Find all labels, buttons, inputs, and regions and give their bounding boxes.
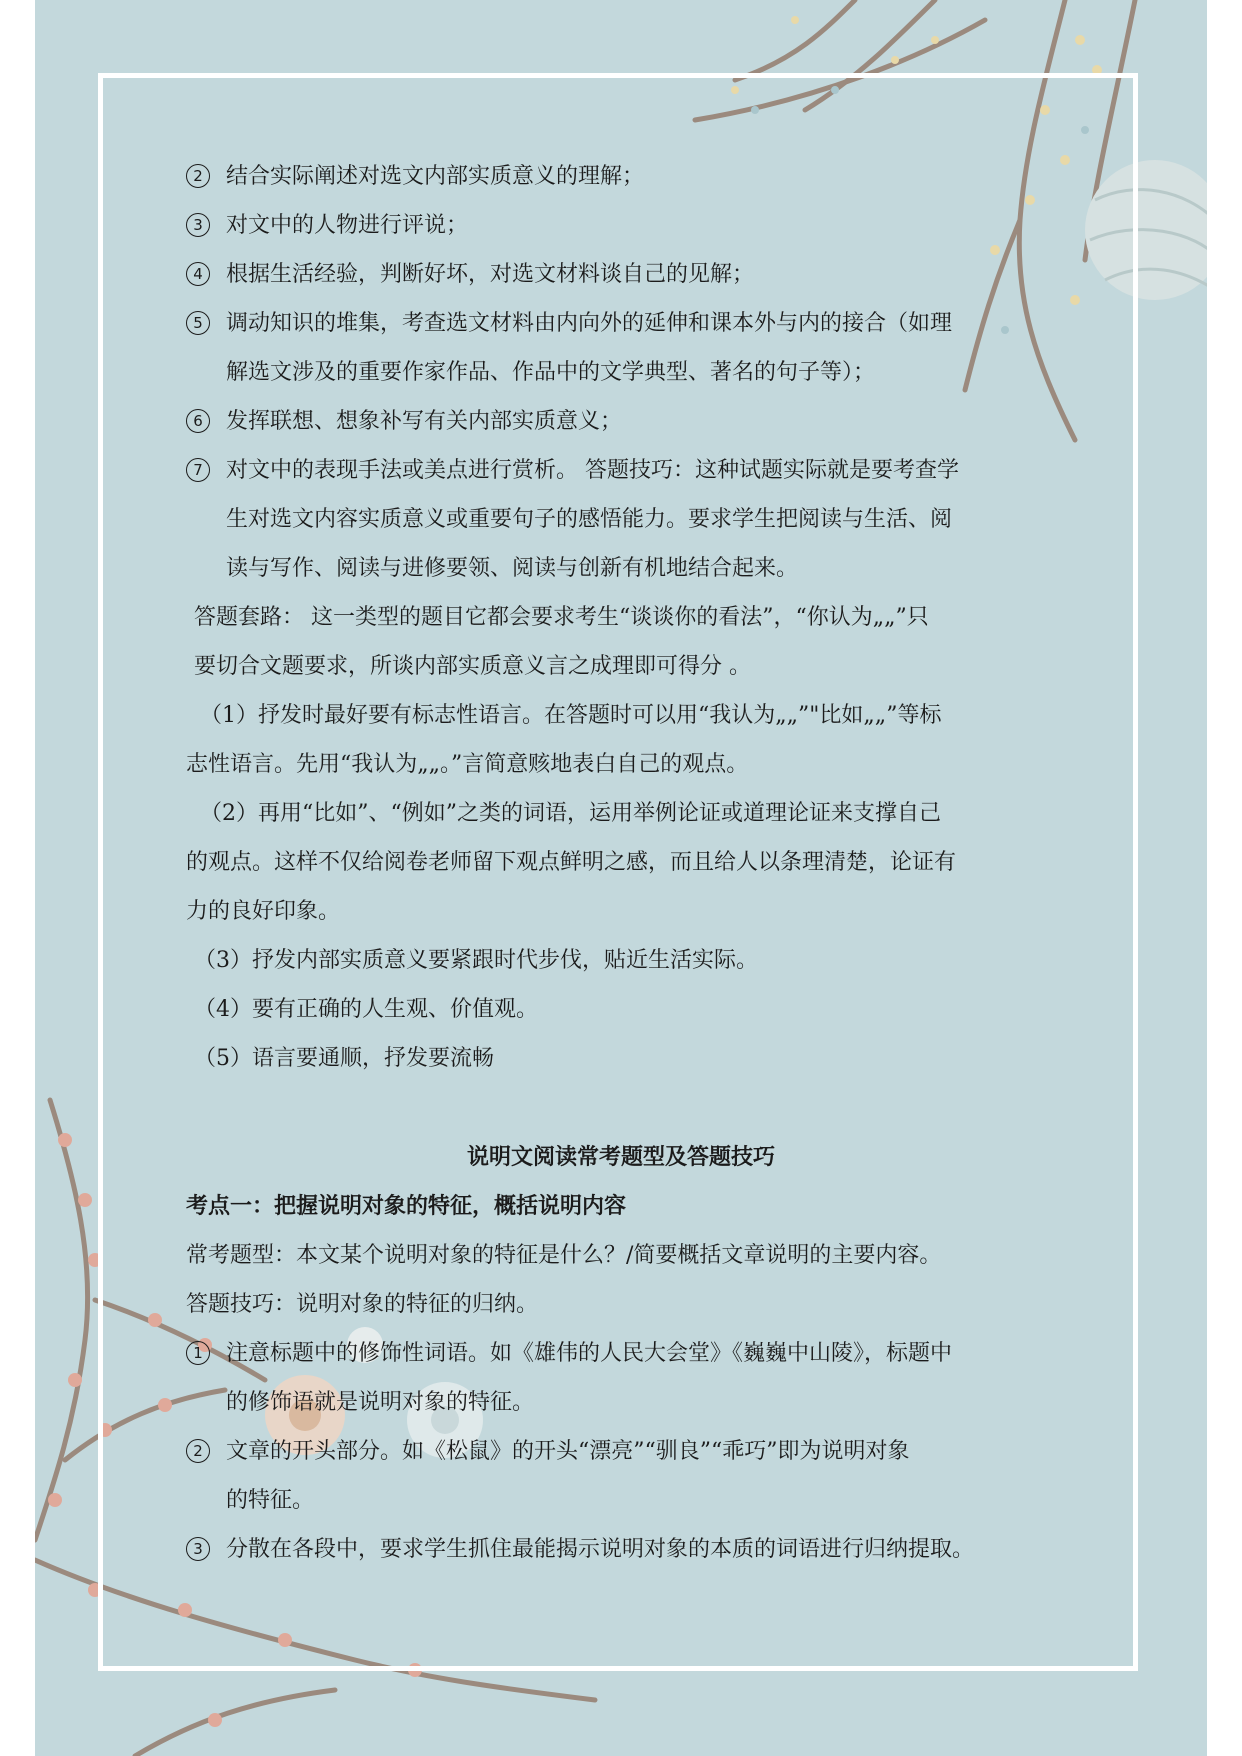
list-item-line: 的修饰语就是说明对象的特征。 [226,1390,535,1415]
document-body [186,152,1056,1574]
list-item [186,152,1056,201]
circled-number: 3 [186,1537,210,1561]
circled-number: 6 [186,409,210,433]
circled-number: 2 [186,1439,210,1463]
tip-line: 的观点。这样不仅给阅卷老师留下观点鲜明之感，而且给人以条理清楚，论证有 [186,850,957,875]
circled-number: 2 [186,164,210,188]
circled-number: 1 [186,1341,210,1365]
list-item [186,250,1056,299]
routine-line: 要切合文题要求，所谈内部实质意义言之成理即可得分 。 [194,654,751,679]
list-item-line: 结合实际阐述对选文内部实质意义的理解； [226,164,645,189]
list-item [186,1427,1056,1525]
list-item-line: 文章的开头部分。如《松鼠》的开头“漂亮”“驯良”“乖巧”即为说明对象 [226,1439,910,1464]
list-item [186,1329,1056,1427]
tip-line: 力的良好印象。 [186,899,341,924]
circled-number: 5 [186,311,210,335]
list-item-line: 读与写作、阅读与进修要领、阅读与创新有机地结合起来。 [226,556,799,581]
answer-types-list [186,152,1056,593]
answer-technique: 答题技巧：说明对象的特征的归纳。 [186,1292,539,1317]
list-item [186,1525,1056,1574]
tip-5: （5）语言要通顺，抒发要流畅 [194,1046,494,1071]
list-item [186,201,1056,250]
common-question-type: 常考题型：本文某个说明对象的特征是什么？/简要概括文章说明的主要内容。 [186,1243,942,1268]
circled-number: 3 [186,213,210,237]
tip-2 [186,789,1056,936]
tip-line: 志性语言。先用“我认为„„。”言简意赅地表白自己的观点。 [186,752,749,777]
list-item-line: 对文中的人物进行评说； [226,213,469,238]
answer-routine [186,593,1056,691]
tip-1 [186,691,1056,789]
tip-3: （3）抒发内部实质意义要紧跟时代步伐，贴近生活实际。 [194,948,758,973]
list-item [186,299,1056,397]
tip-4: （4）要有正确的人生观、价值观。 [194,997,538,1022]
list-item-line: 解选文涉及的重要作家作品、作品中的文学典型、著名的句子等）； [226,360,876,385]
section-title: 说明文阅读常考题型及答题技巧 [466,1144,775,1170]
list-item [186,397,1056,446]
list-item-line: 发挥联想、想象补写有关内部实质意义； [226,409,623,434]
list-item-line: 对文中的表现手法或美点进行赏析。 答题技巧：这种试题实际就是要考查学 [226,458,959,483]
circled-number: 4 [186,262,210,286]
list-item-line: 的特征。 [226,1488,315,1513]
list-item-line: 根据生活经验，判断好坏，对选文材料谈自己的见解； [226,262,755,287]
routine-line: 答题套路： 这一类型的题目它都会要求考生“谈谈你的看法”，“你认为„„”只 [194,605,929,630]
feature-sources-list [186,1329,1056,1574]
point-title: 考点一：把握说明对象的特征，概括说明内容 [186,1193,627,1219]
list-item [186,446,1056,593]
list-item-line: 调动知识的堆集，考查选文材料由内向外的延伸和课本外与内的接合（如理 [226,311,953,336]
tip-line: （1）抒发时最好要有标志性语言。在答题时可以用“我认为„„”"比如„„”等标 [200,703,942,728]
list-item-line: 注意标题中的修饰性词语。如《雄伟的人民大会堂》《巍巍中山陵》，标题中 [226,1341,953,1366]
circled-number: 7 [186,458,210,482]
tip-line: （2）再用“比如”、“例如”之类的词语，运用举例论证或道理论证来支撑自己 [200,801,941,826]
list-item-line: 生对选文内容实质意义或重要句子的感悟能力。要求学生把阅读与生活、阅 [226,507,953,532]
list-item-line: 分散在各段中，要求学生抓住最能揭示说明对象的本质的词语进行归纳提取。 [226,1537,975,1562]
